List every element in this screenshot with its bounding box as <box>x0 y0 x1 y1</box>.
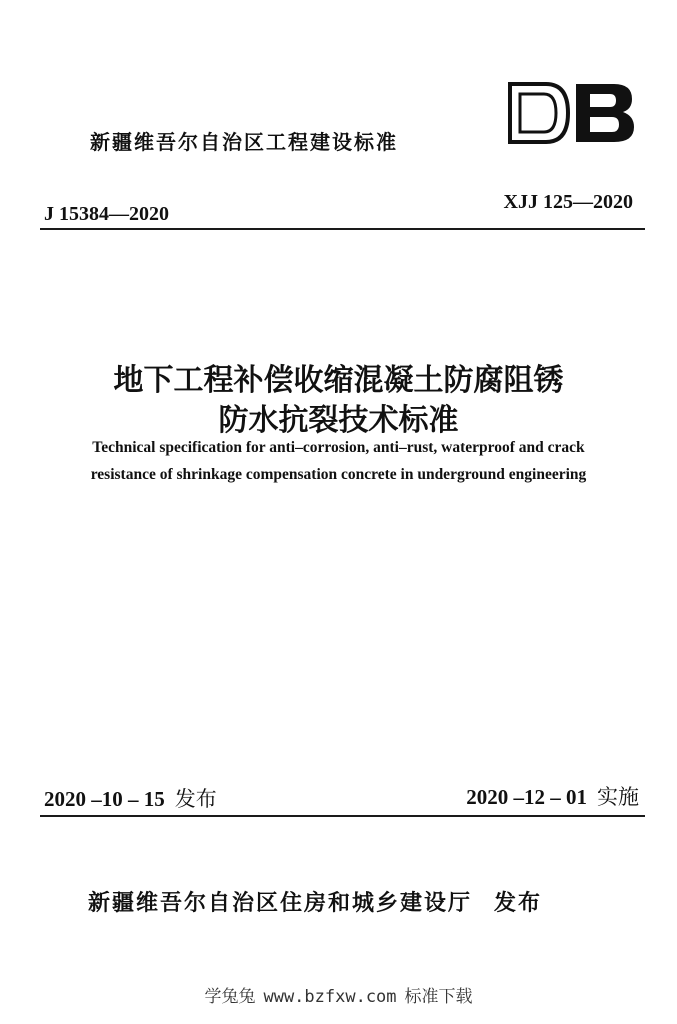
title-cn-line2: 防水抗裂技术标准 <box>218 403 459 438</box>
effective-label: 实施 <box>597 785 639 809</box>
effective-date: 2020 –12 – 01 <box>466 785 587 809</box>
watermark-prefix: 学兔兔 <box>204 987 256 1007</box>
issue-date-group <box>44 783 217 813</box>
issue-date: 2020 –10 – 15 <box>44 787 165 811</box>
watermark <box>0 982 677 1007</box>
header-divider <box>40 228 645 230</box>
publisher-line <box>88 886 542 917</box>
record-number: J 15384—2020 <box>44 203 169 225</box>
effective-date-group <box>466 781 639 811</box>
publisher-action: 发布 <box>494 891 543 916</box>
watermark-suffix: 标准下载 <box>404 987 473 1007</box>
publisher-name: 新疆维吾尔自治区住房和城乡建设厅 <box>88 891 473 916</box>
title-cn-line1: 地下工程补偿收缩混凝土防腐阻锈 <box>113 363 564 398</box>
standard-number: XJJ 125—2020 <box>503 191 633 213</box>
db-logo <box>506 80 636 146</box>
series-title: 新疆维吾尔自治区工程建设标准 <box>90 130 398 154</box>
footer-divider <box>40 815 645 817</box>
title-en-line1: Technical specification for anti–corrosion, anti–rust, waterproof and crack <box>92 439 585 456</box>
issue-label: 发布 <box>174 787 217 811</box>
title-en-line2: resistance of shrinkage compensation concrete in underground engineering <box>90 466 587 483</box>
watermark-url[interactable]: www.bzfxw.com <box>263 987 397 1007</box>
